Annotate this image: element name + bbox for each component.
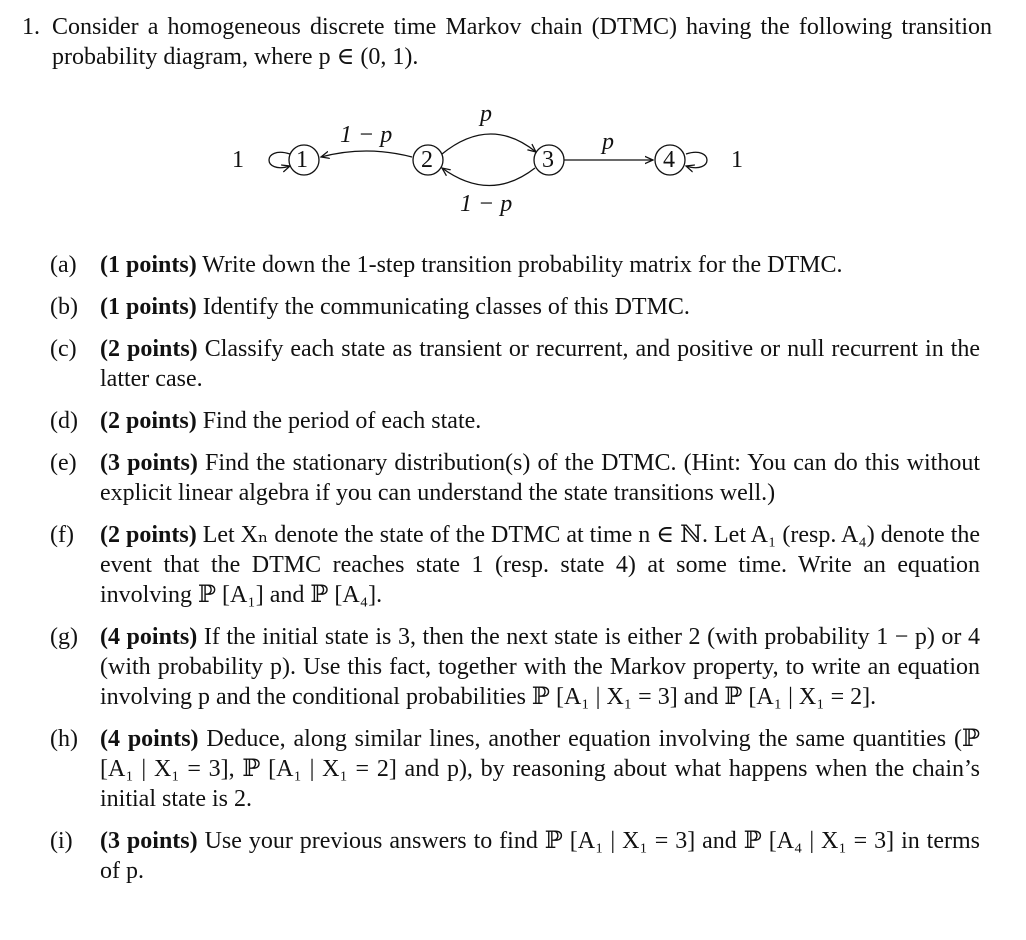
part-label: (g) bbox=[50, 624, 78, 650]
state-label-3: 3 bbox=[542, 147, 554, 173]
self-loop-label-1: 1 bbox=[232, 147, 244, 173]
state-label-2: 2 bbox=[421, 147, 433, 173]
self-loop-state-1 bbox=[269, 152, 290, 167]
part-points: (2 points) bbox=[100, 522, 197, 548]
part-text: Let Xₙ denote the state of the DTMC at time n ∈ ℕ. Let A₁ (resp. A₄) denote the event that the DTMC reaches state 1 (resp. state 4) at some time. Write an equation involving ℙ [A₁] and ℙ [A₄]. bbox=[100, 522, 981, 608]
part-text: If the initial state is 3, then the next state is either 2 (with probability 1 − p) or 4 (with probability p). Use this fact, together with the Markov property, to write an equation involving p and the conditional probabilities ℙ [A₁ | X₁ = 3] and ℙ [A₁ | X₁ = 2]. bbox=[100, 624, 980, 710]
part-d bbox=[50, 406, 980, 436]
part-label: (a) bbox=[50, 252, 77, 278]
problem-number: 1. bbox=[22, 14, 40, 40]
part-label: (c) bbox=[50, 336, 77, 362]
self-loop-state-4 bbox=[686, 152, 707, 167]
part-c bbox=[50, 334, 980, 394]
part-points: (1 points) bbox=[100, 294, 197, 320]
part-text: Find the period of each state. bbox=[202, 408, 482, 434]
part-label: (f) bbox=[50, 522, 74, 548]
state-label-4: 4 bbox=[663, 147, 675, 173]
part-h bbox=[50, 724, 980, 814]
part-text: Use your previous answers to find ℙ [A₁ | X₁ = 3] and ℙ [A₄ | X₁ = 3] in terms of p. bbox=[100, 828, 980, 884]
edge-label-2-to-1: 1 − p bbox=[340, 122, 393, 148]
part-points: (1 points) bbox=[100, 252, 197, 278]
part-a bbox=[50, 250, 980, 280]
problem-statement bbox=[22, 12, 992, 72]
part-label: (e) bbox=[50, 450, 77, 476]
part-e bbox=[50, 448, 980, 508]
part-points: (2 points) bbox=[100, 336, 198, 362]
edge-label-3-to-4: p bbox=[602, 129, 614, 155]
part-b bbox=[50, 292, 980, 322]
part-points: (3 points) bbox=[100, 828, 198, 854]
part-label: (i) bbox=[50, 828, 73, 854]
edge-3-to-2 bbox=[442, 168, 535, 186]
part-label: (h) bbox=[50, 726, 78, 752]
question-parts bbox=[50, 250, 980, 898]
edge-label-2-to-3: p bbox=[480, 101, 492, 127]
part-points: (3 points) bbox=[100, 450, 198, 476]
part-text: Deduce, along similar lines, another equation involving the same quantities (ℙ [A₁ | X₁ = 3], ℙ [A₁ | X₁ = 2] and p), by reasoning about what happens when the chain’s initial state is 2. bbox=[100, 726, 980, 812]
state-label-1: 1 bbox=[296, 147, 308, 173]
part-label: (d) bbox=[50, 408, 78, 434]
part-text: Write down the 1-step transition probability matrix for the DTMC. bbox=[202, 252, 843, 278]
part-label: (b) bbox=[50, 294, 78, 320]
part-points: (4 points) bbox=[100, 624, 198, 650]
part-i bbox=[50, 826, 980, 886]
transition-diagram-graphic bbox=[0, 95, 1026, 225]
edge-label-3-to-2: 1 − p bbox=[460, 191, 513, 217]
part-g bbox=[50, 622, 980, 712]
part-points: (4 points) bbox=[100, 726, 199, 752]
part-text: Identify the communicating classes of this DTMC. bbox=[202, 294, 690, 320]
problem-intro: Consider a homogeneous discrete time Markov chain (DTMC) having the following transition probability diagram, where p ∈ (0, 1). bbox=[52, 14, 992, 70]
part-text: Classify each state as transient or recurrent, and positive or null recurrent in the latter case. bbox=[100, 336, 981, 392]
transition-diagram bbox=[0, 95, 1026, 225]
self-loop-label-4: 1 bbox=[731, 147, 743, 173]
part-points: (2 points) bbox=[100, 408, 197, 434]
edge-2-to-1 bbox=[321, 151, 412, 157]
part-text: Find the stationary distribution(s) of the DTMC. (Hint: You can do this without explicit linear algebra if you can understand the state transitions well.) bbox=[100, 450, 981, 506]
part-f bbox=[50, 520, 980, 610]
edge-2-to-3 bbox=[442, 134, 536, 154]
